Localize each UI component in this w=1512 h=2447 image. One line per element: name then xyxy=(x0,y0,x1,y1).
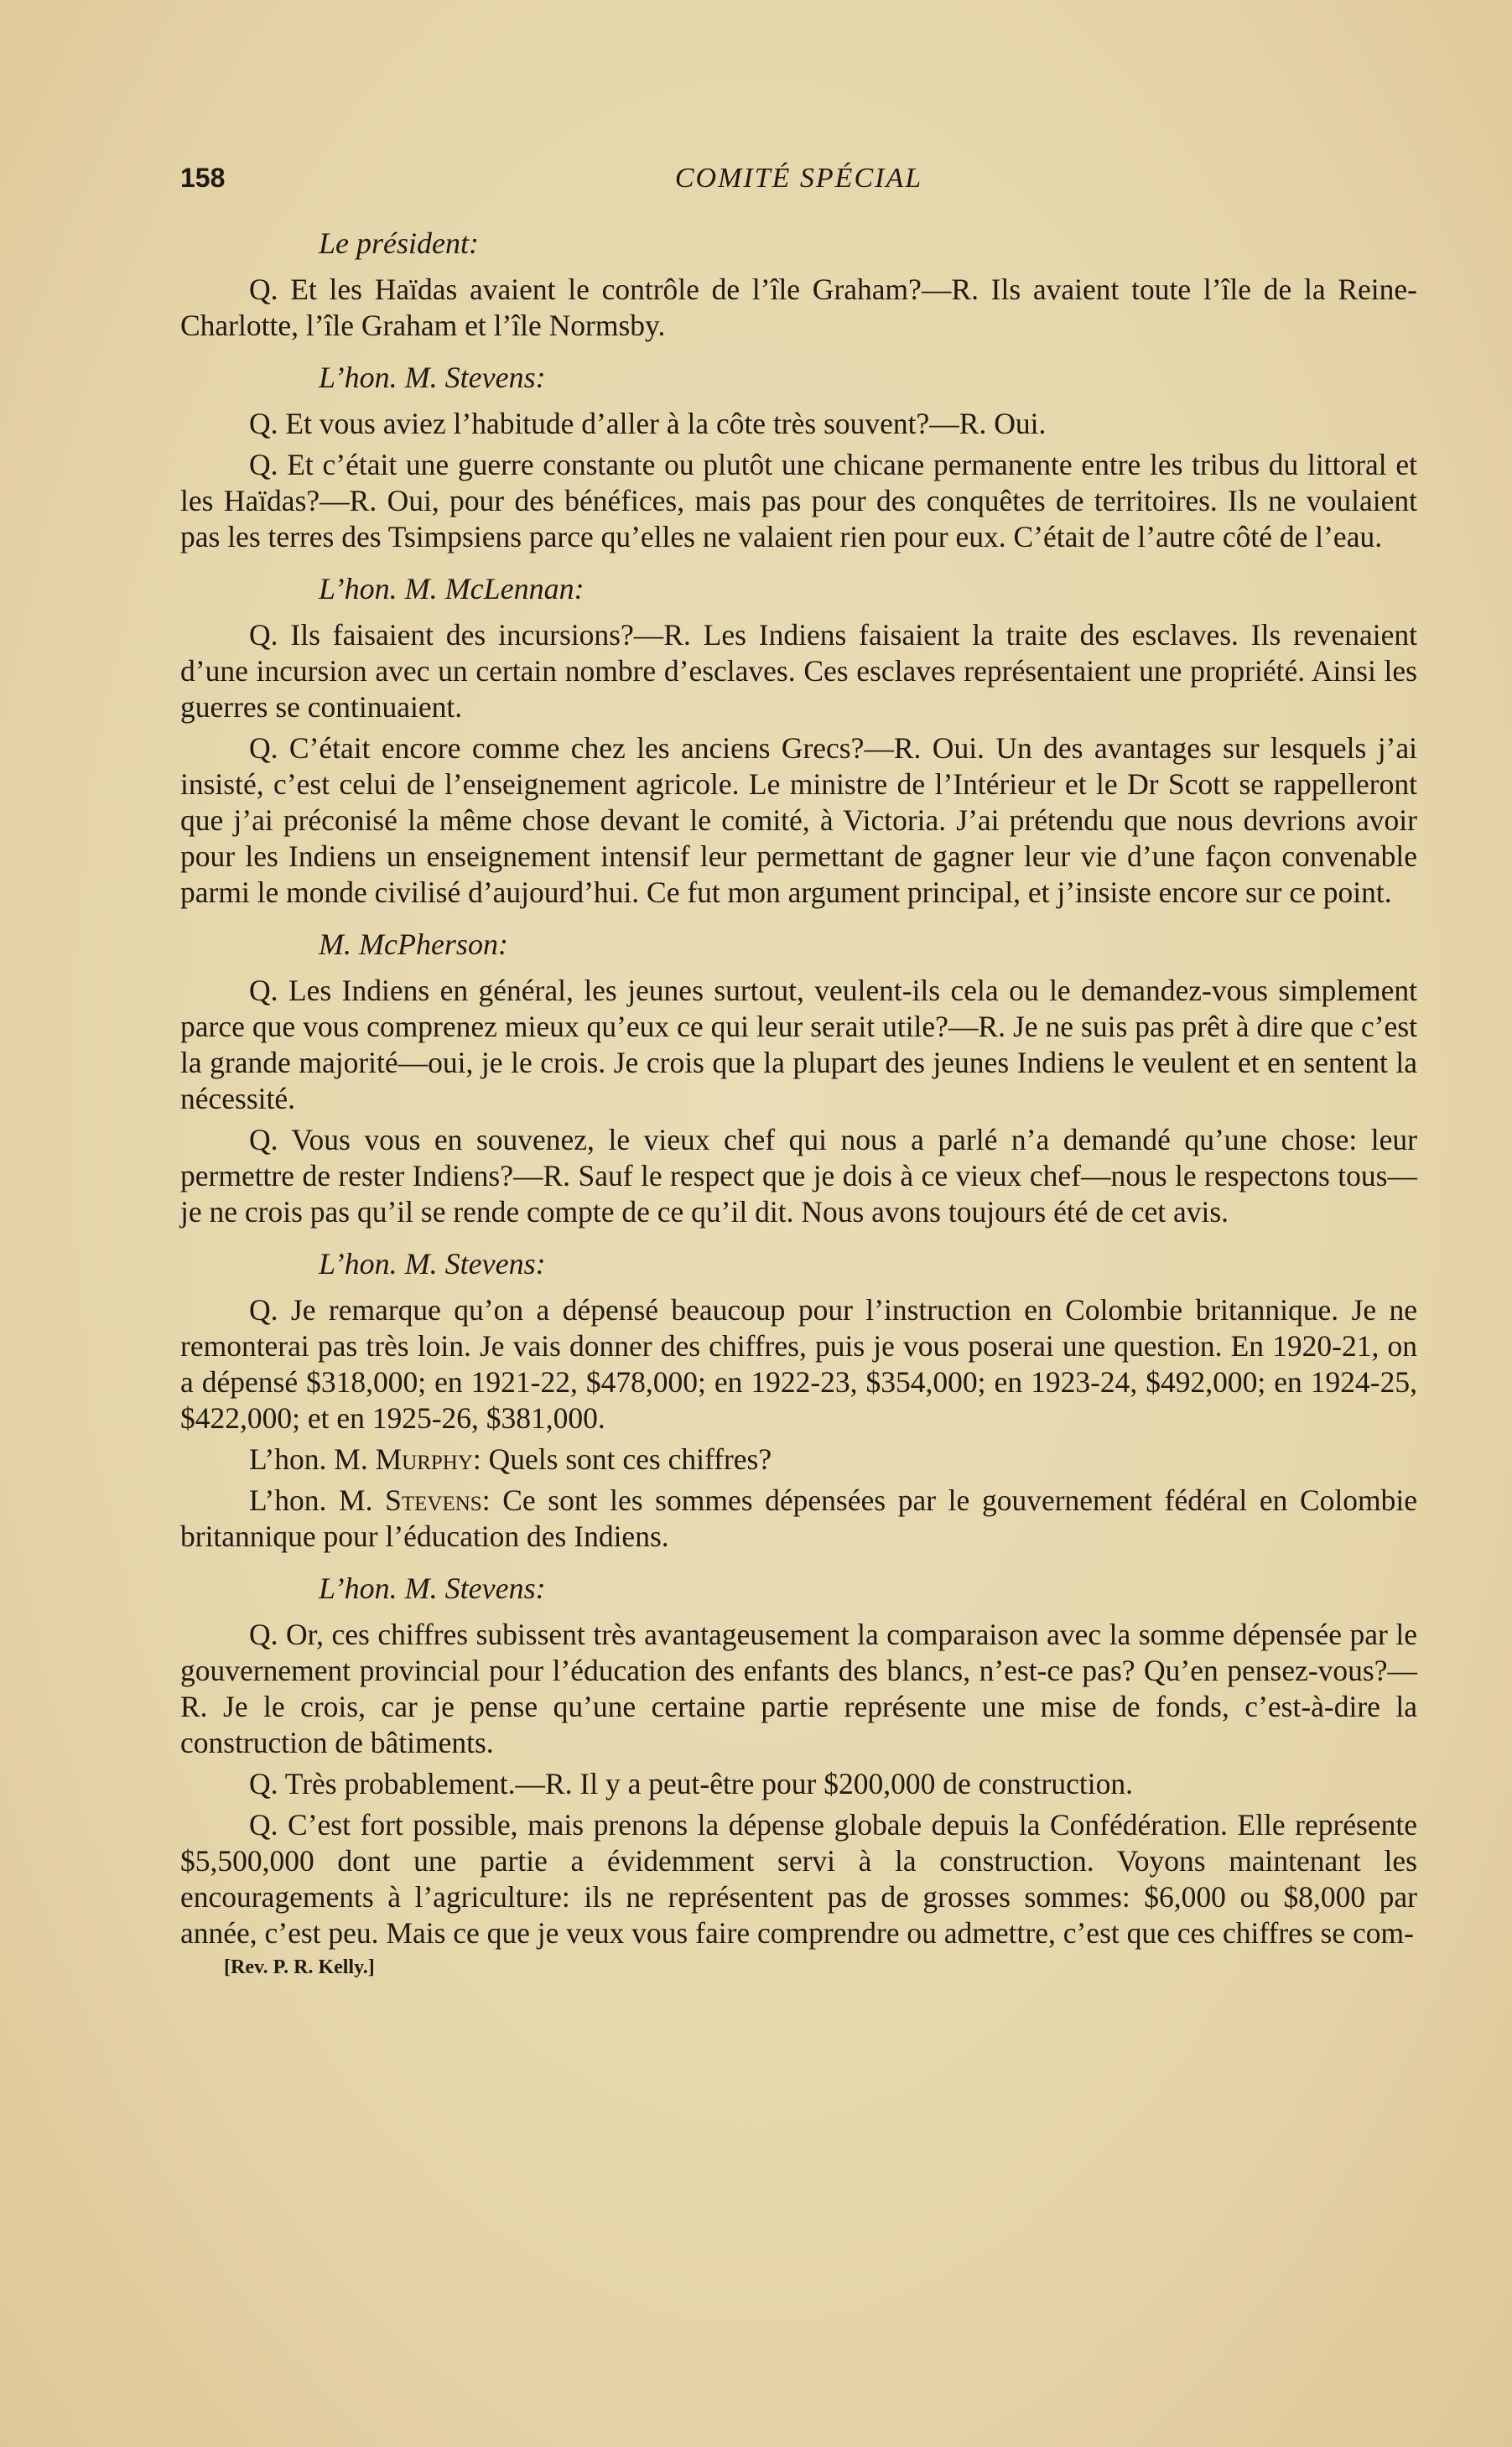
speaker-heading: L’hon. M. McLennan: xyxy=(319,572,585,605)
paragraph xyxy=(180,1483,1417,1555)
paragraph: Q. Et vous aviez l’habitude d’aller à la côte très souvent?—R. Oui. xyxy=(249,407,1047,440)
paragraph: Q. Très probablement.—R. Il y a peut-être pour $200,000 de construction. xyxy=(249,1767,1133,1800)
speaker-heading: L’hon. M. Stevens: xyxy=(319,361,546,394)
document-page xyxy=(180,151,1417,1979)
paragraph: Q. Vous vous en souvenez, le vieux chef qui nous a parlé n’a demandé qu’une chose: leur permettre de rester Indiens?—R. Sauf le respect que je dois à ce vieux chef—nous le respectons tous—je ne crois pas qu’il se rende compte de ce qu’il dit. Nous avons toujours été de cet avis. xyxy=(180,1123,1417,1229)
footer-reference: [Rev. P. R. Kelly.] xyxy=(224,1956,375,1978)
paragraph: Q. C’est fort possible, mais prenons la dépense globale depuis la Confédération. Elle représente $5,500,000 dont une partie a évidemment servi à la construction. Voyons maintenant les encouragements à l’agriculture: ils ne représentent pas de grosses sommes: $6,000 ou $8,000 par année, c’est peu. Mais ce que je veux vous faire comprendre ou admettre, c’est que ces chiffres se com- xyxy=(180,1808,1417,1950)
body-text xyxy=(180,225,1417,1951)
speaker-heading: L’hon. M. Stevens: xyxy=(319,1572,546,1605)
paragraph: Q. Or, ces chiffres subissent très avantageusement la comparaison avec la somme dépensée par le gouvernement provincial pour l’éducation des enfants des blancs, n’est-ce pas? Qu’en pensez-vous?—R. Je le crois, car je pense qu’une certaine partie représente une mise de fonds, c’est-à-dire la construction de bâtiments. xyxy=(180,1618,1417,1759)
speaker-heading: Le président: xyxy=(319,226,479,260)
paragraph-text: : Quels sont ces chiffres? xyxy=(472,1442,772,1476)
speaker-prefix: L’hon. M. xyxy=(249,1483,386,1517)
paragraph-text: : Ce sont les sommes dépensées par le gouvernement fédéral en Colombie britannique pour l’éducation des Indiens. xyxy=(180,1483,1417,1553)
running-title: COMITÉ SPÉCIAL xyxy=(674,163,923,194)
paragraph: Q. Et les Haïdas avaient le contrôle de l’île Graham?—R. Ils avaient toute l’île de la Reine-Charlotte, l’île Graham et l’île Normsby. xyxy=(180,273,1417,342)
speaker-heading: L’hon. M. Stevens: xyxy=(319,1247,546,1281)
paragraph: Q. Ils faisaient des incursions?—R. Les Indiens faisaient la traite des esclaves. Ils revenaient d’une incursion avec un certain nombre d’esclaves. Ces esclaves représentaient une propriété. Ainsi les guerres se continuaient. xyxy=(180,618,1417,724)
speaker-prefix: L’hon. M. xyxy=(249,1442,376,1476)
speaker-heading: M. McPherson: xyxy=(319,927,508,961)
paragraph: Q. Je remarque qu’on a dépensé beaucoup pour l’instruction en Colombie britannique. Je ne remonterai pas très loin. Je vais donner des chiffres, puis je vous poserai une question. En 1920-21, on a dépensé $318,000; en 1921-22, $478,000; en 1922-23, $354,000; en 1923-24, $492,000; en 1924-25, $422,000; et en 1925-26, $381,000. xyxy=(180,1293,1417,1435)
paragraph: Q. C’était encore comme chez les anciens Grecs?—R. Oui. Un des avantages sur lesquels j’ai insisté, c’est celui de l’enseignement agricole. Le ministre de l’Intérieur et le Dr Scott se rappelleront que j’ai préconisé la même chose devant le comité, à Victoria. J’ai prétendu que nous devrions avoir pour les Indiens un enseignement intensif leur permettant de gagner leur vie d’une façon convenable parmi le monde civilisé d’aujourd’hui. Ce fut mon argument principal, et j’insiste encore sur ce point. xyxy=(180,731,1417,909)
paragraph: Q. Les Indiens en général, les jeunes surtout, veulent-ils cela ou le demandez-vous simplement parce que vous comprenez mieux qu’eux ce qui leur serait utile?—R. Je ne suis pas prêt à dire que c’est la grande majorité—oui, je le crois. Je crois que la plupart des jeunes Indiens le veulent et en sentent la nécessité. xyxy=(180,974,1417,1115)
paragraph xyxy=(180,1442,1417,1478)
speaker-name-smallcaps: Murphy xyxy=(375,1442,473,1476)
page-number: 158 xyxy=(180,163,226,193)
page-header xyxy=(180,151,1417,210)
paragraph: Q. Et c’était une guerre constante ou plutôt une chicane permanente entre les tribus du littoral et les Haïdas?—R. Oui, pour des bénéfices, mais pas pour des conquêtes de territoires. Ils ne voulaient pas les terres des Tsimpsiens parce qu’elles ne valaient rien pour eux. C’était de l’autre côté de l’eau. xyxy=(180,448,1417,553)
speaker-name-smallcaps: Stevens xyxy=(385,1483,482,1517)
